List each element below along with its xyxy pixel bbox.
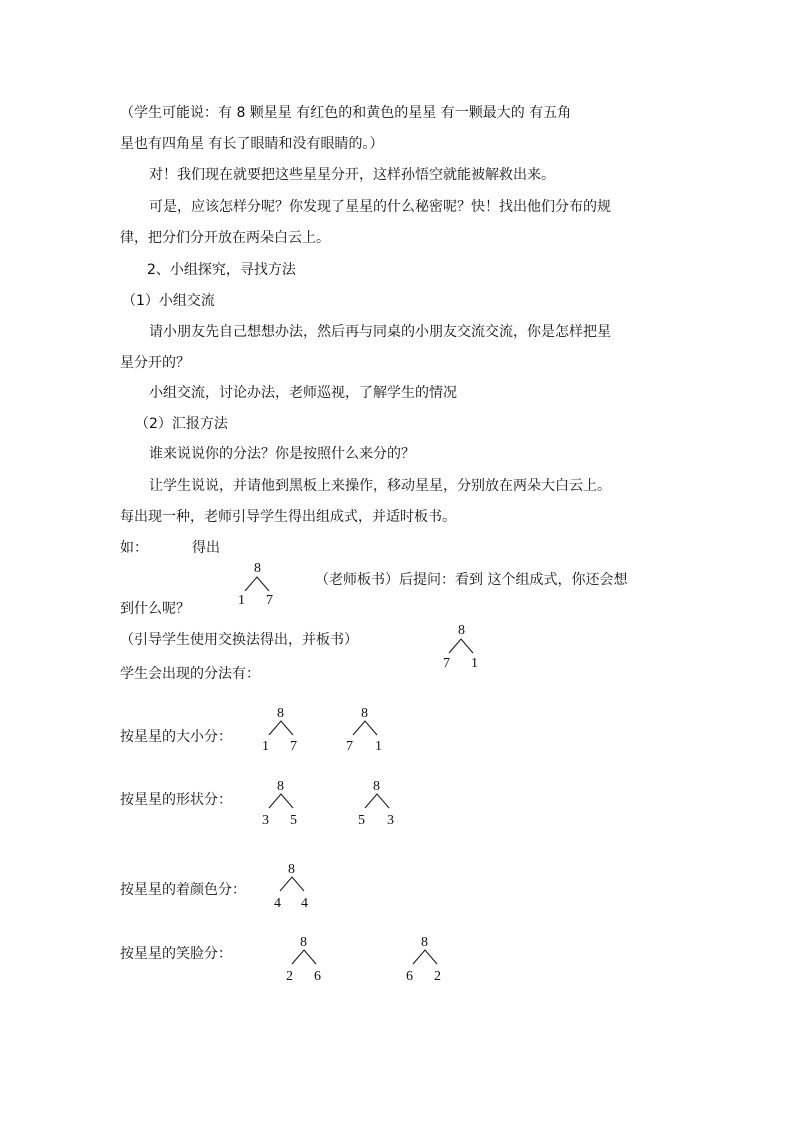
tree-part-left: 7 bbox=[346, 739, 353, 754]
tree-part-left: 5 bbox=[358, 813, 365, 828]
tree-total: 8 bbox=[361, 706, 368, 721]
example-follow-up-question: （老师板书）后提问：看到 这个组成式，你还会想 bbox=[315, 572, 628, 588]
tree-part-right: 2 bbox=[434, 969, 441, 984]
paragraph-teacher-response: 对！我们现在就要把这些星星分开，这样孙悟空就能被解救出来。 bbox=[149, 167, 555, 183]
tree-part-right: 1 bbox=[375, 739, 382, 754]
paragraph-question-line2: 律，把分们分开放在两朵白云上。 bbox=[120, 230, 330, 246]
composition-tree-shape-1 bbox=[262, 780, 322, 826]
composition-tree-color-1 bbox=[274, 863, 334, 909]
composition-tree-size-2 bbox=[346, 707, 406, 753]
section-heading-group-inquiry: 2、小组探究，寻找方法 bbox=[147, 262, 296, 278]
method-label-size: 按星星的大小分： bbox=[120, 729, 232, 745]
tree-part-left: 1 bbox=[262, 739, 269, 754]
paragraph-operate-line2: 每出现一种，老师引导学生得出组成式，并适时板书。 bbox=[120, 509, 456, 525]
tree-part-right: 7 bbox=[290, 739, 297, 754]
tree-part-left: 3 bbox=[262, 813, 269, 828]
composition-tree-smile-2 bbox=[406, 936, 466, 982]
example-get-label: 得出 bbox=[192, 540, 220, 556]
paragraph-invite-line1: 请小朋友先自己想想办法，然后再与同桌的小朋友交流交流，你是怎样把星 bbox=[149, 324, 611, 340]
tree-total: 8 bbox=[254, 561, 261, 576]
methods-intro: 学生会出现的分法有： bbox=[120, 666, 260, 682]
paragraph-student-answers-line2: 星也有四角星 有长了眼睛和没有眼睛的。） bbox=[120, 136, 384, 152]
subheading-report-method: （2）汇报方法 bbox=[135, 416, 228, 432]
example-follow-up-question-line2: 到什么呢？ bbox=[120, 601, 190, 617]
tree-part-right: 4 bbox=[301, 896, 308, 911]
composition-tree-size-1 bbox=[262, 707, 322, 753]
subheading-group-exchange: （1）小组交流 bbox=[122, 293, 215, 309]
paragraph-operate-line1: 让学生说说，并请他到黑板上来操作，移动星星，分别放在两朵大白云上。 bbox=[149, 478, 611, 494]
tree-part-left: 2 bbox=[286, 969, 293, 984]
composition-tree-swap bbox=[441, 624, 501, 670]
composition-tree-shape-2 bbox=[358, 780, 418, 826]
paragraph-question-line1: 可是，应该怎样分呢？你发现了星星的什么秘密呢？快！找出他们分布的规 bbox=[149, 199, 611, 215]
tree-part-right: 6 bbox=[314, 969, 321, 984]
composition-tree-smile-1 bbox=[286, 936, 346, 982]
tree-part-left: 4 bbox=[274, 896, 281, 911]
tree-part-right: 1 bbox=[471, 656, 478, 671]
method-label-smile: 按星星的笑脸分： bbox=[120, 946, 232, 962]
paragraph-who-explains: 谁来说说你的分法？你是按照什么来分的？ bbox=[149, 446, 415, 462]
example-label: 如： bbox=[120, 540, 148, 556]
tree-total: 8 bbox=[288, 862, 295, 877]
tree-total: 8 bbox=[421, 935, 428, 950]
tree-total: 8 bbox=[277, 706, 284, 721]
paragraph-student-answers-line1: （学生可能说：有 8 颗星星 有红色的和黄色的星星 有一颗最大的 有五角 bbox=[120, 105, 572, 121]
tree-total: 8 bbox=[300, 935, 307, 950]
paragraph-group-discussion: 小组交流，讨论办法，老师巡视，了解学生的情况 bbox=[149, 385, 457, 401]
tree-total: 8 bbox=[373, 779, 380, 794]
paragraph-invite-line2: 星分开的？ bbox=[120, 355, 190, 371]
paragraph-swap-method: （引导学生使用交换法得出，并板书） bbox=[120, 632, 358, 648]
tree-total: 8 bbox=[458, 623, 465, 638]
tree-total: 8 bbox=[277, 779, 284, 794]
method-label-color: 按星星的着颜色分： bbox=[120, 882, 246, 898]
tree-part-right: 3 bbox=[387, 813, 394, 828]
method-label-shape: 按星星的形状分： bbox=[120, 792, 232, 808]
tree-part-right: 7 bbox=[266, 593, 273, 608]
tree-part-left: 6 bbox=[406, 969, 413, 984]
tree-part-left: 1 bbox=[238, 593, 245, 608]
tree-part-right: 5 bbox=[290, 813, 297, 828]
tree-part-left: 7 bbox=[443, 656, 450, 671]
composition-tree-example bbox=[236, 562, 296, 608]
